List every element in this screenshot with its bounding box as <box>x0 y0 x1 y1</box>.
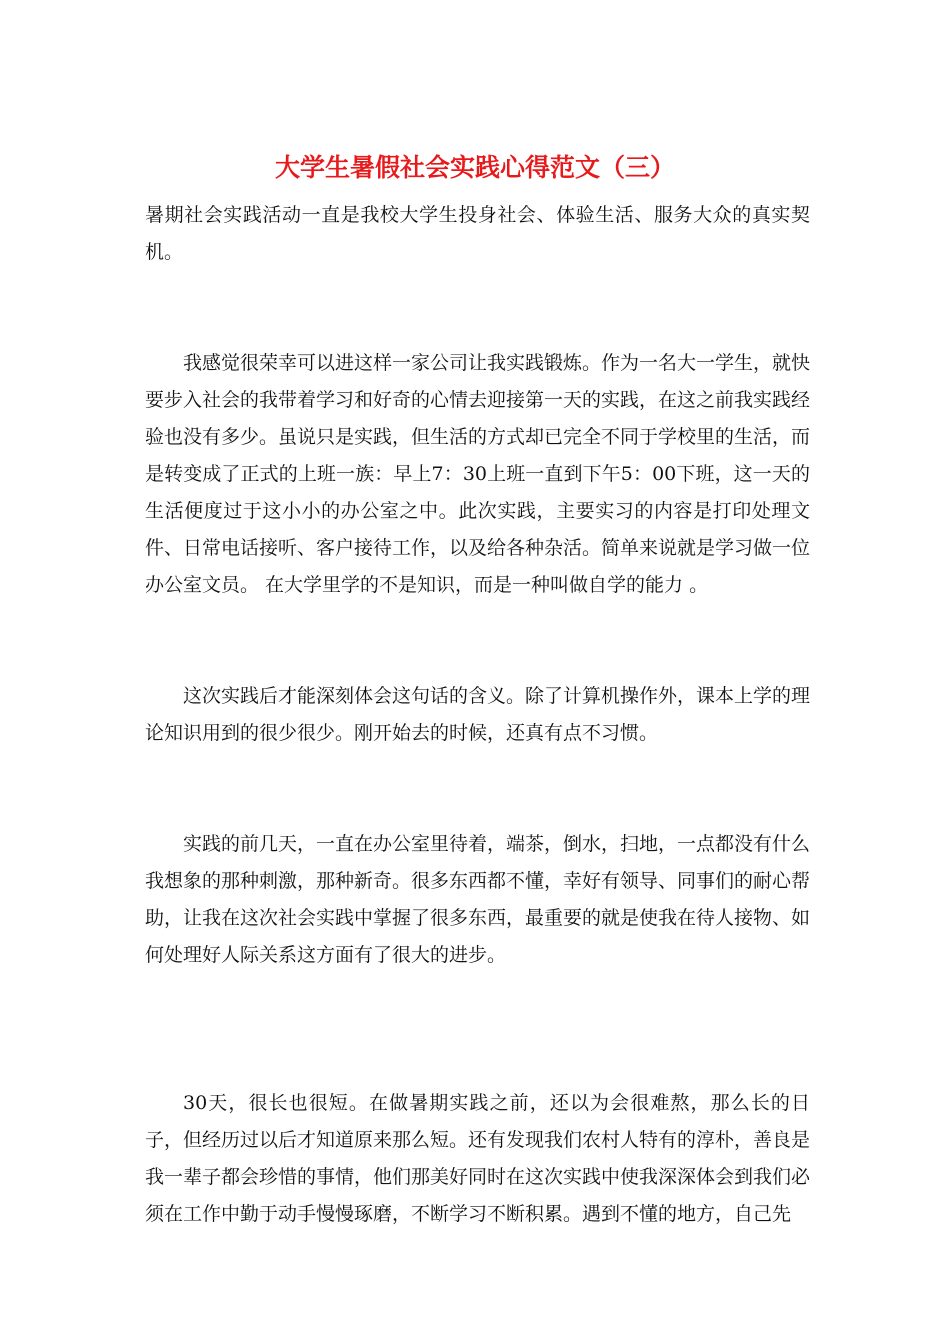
paragraph-first-days: 实践的前几天，一直在办公室里待着，端茶，倒水，扫地，一点都没有什么我想象的那种刺激，那种新奇。很多东西都不懂，幸好有领导、同事们的耐心帮助，让我在这次社会实践中掌握了很多东西，最重要的就是使我在待人接物、如何处理好人际关系这方面有了很大的进步。 <box>145 833 811 966</box>
paragraph-intro: 暑期社会实践活动一直是我校大学生投身社会、体验生活、服务大众的真实契机。 <box>145 204 810 263</box>
paragraph-spacer <box>145 974 810 1085</box>
document-body <box>145 197 810 1233</box>
paragraph-spacer <box>145 604 810 678</box>
document-title: 大学生暑假社会实践心得范文（三） <box>274 153 675 182</box>
paragraph-thirty-days: 30天，很长也很短。在做暑期实践之前，还以为会很难熬，那么长的日子，但经历过以后才知道原来那么短。还有发现我们农村人特有的淳朴，善良是我一辈子都会珍惜的事情，他们那美好同时在这次实践中使我深深体会到我们必须在工作中勤于动手慢慢琢磨，不断学习不断积累。遇到不懂的地方，自己先 <box>145 1092 811 1225</box>
paragraph-company: 我感觉很荣幸可以进这样一家公司让我实践锻炼。作为一名大一学生，就快要步入社会的我带着学习和好奇的心情去迎接第一天的实践，在这之前我实践经验也没有多少。虽说只是实践，但生活的方式却已完全不同于学校里的生活，而是转变成了正式的上班一族：早上7：30上班一直到下午5：00下班，这一天的生活便度过于这小小的办公室之中。此次实践，主要实习的内容是打印处理文件、日常电话接听、客户接待工作，以及给各种杂活。简单来说就是学习做一位办公室文员。 在大学里学的不是知识，而是一种叫做自学的能力 。 <box>145 352 811 596</box>
paragraph-reflection: 这次实践后才能深刻体会这句话的含义。除了计算机操作外，课本上学的理论知识用到的很少很少。刚开始去的时候，还真有点不习惯。 <box>145 685 811 744</box>
paragraph-spacer <box>145 752 810 826</box>
paragraph-spacer <box>145 271 810 345</box>
